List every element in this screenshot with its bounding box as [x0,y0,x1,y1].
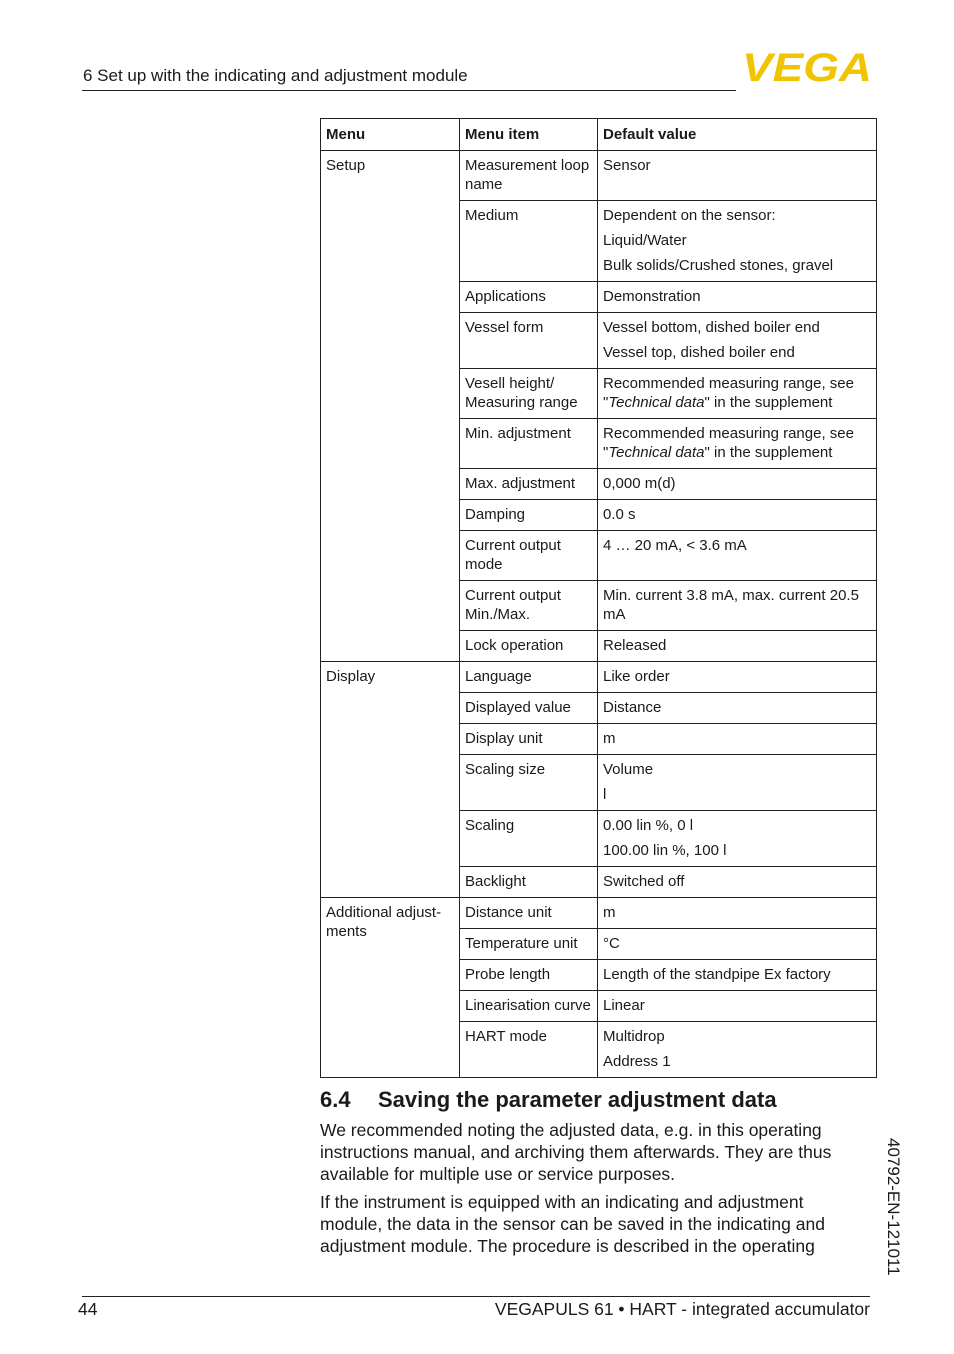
value-line: Like order [603,668,670,685]
menu-item-cell: Lock operation [460,631,598,662]
value-line: Distance [603,699,662,716]
value-line: Min. current 3.8 mA, max. current 20.5 mA [603,587,859,623]
default-value-cell [598,469,877,500]
header-divider [82,90,736,91]
menu-item-cell: Min. adjustment [460,419,598,469]
menu-item-cell: Vesell height/ Measuring range [460,369,598,419]
menu-item-cell: Backlight [460,867,598,898]
column-header-menu: Menu [321,119,460,151]
value-line: Sensor [603,157,651,174]
value-line: Multidrop [603,1028,665,1045]
parameters-table [320,118,877,1078]
value-line: 0.00 lin %, 0 l [603,817,694,834]
footer-divider [82,1296,870,1297]
value-line: Dependent on the sensor: [603,207,776,224]
menu-item-cell: Displayed value [460,693,598,724]
value-line: Length of the standpipe Ex factory [603,966,831,983]
default-value-cell [598,313,877,369]
default-value-cell [598,282,877,313]
menu-item-cell: Scaling size [460,755,598,811]
menu-item-cell: Max. adjustment [460,469,598,500]
value-line: Released [603,637,667,654]
default-value-cell [598,631,877,662]
value-text: " in the supplement [704,394,833,411]
table-body [321,151,877,1078]
value-text: Recommended measuring range, see " [603,375,854,411]
default-value-cell [598,724,877,755]
footer-product-name: VEGAPULS 61 • HART - integrated accumulator [494,1299,870,1319]
paragraph-text: If the instrument is equipped with an indicating and adjustment module, the data in the sensor can be saved in the indicating and adjustment module. The procedure is described in the operating [320,1192,825,1256]
menu-item-cell: Linearisation curve [460,991,598,1022]
menu-item-cell: Distance unit [460,898,598,929]
default-value-cell [598,811,877,867]
default-value-cell [598,960,877,991]
default-value-cell [598,929,877,960]
value-line: Vessel top, dished boiler end [603,344,795,361]
menu-item-cell: Measurement loop name [460,151,598,201]
document-number: 40792-EN-121011 [884,1138,903,1276]
default-value-cell [598,693,877,724]
value-line: Bulk solids/Crushed stones, gravel [603,257,834,274]
menu-cell: Additional adjust-ments [321,898,460,1078]
menu-item-cell: Current output Min./Max. [460,581,598,631]
table-header-row [321,119,877,151]
value-line: m [603,904,616,921]
menu-item-cell: Current output mode [460,531,598,581]
default-value-cell [598,151,877,201]
value-reference-italic: Technical data [608,444,705,461]
value-line: m [603,730,616,747]
table-row [321,662,877,693]
paragraph-text: We recommended noting the adjusted data, e.g. in this operating instructions manual, and archiving them afterwards. They are thus available for multiple use or service purposes. [320,1120,832,1184]
value-line: Vessel bottom, dished boiler end [603,319,820,336]
menu-item-cell: Temperature unit [460,929,598,960]
value-reference-italic: Technical data [608,394,705,411]
menu-item-cell: Scaling [460,811,598,867]
paragraph [320,1191,855,1257]
menu-item-cell: HART mode [460,1022,598,1078]
default-value-cell [598,500,877,531]
value-line: 100.00 lin %, 100 l [603,842,727,859]
value-line: l [603,786,607,803]
default-value-cell [598,755,877,811]
value-line: 4 … 20 mA, < 3.6 mA [603,537,747,554]
page-number: 44 [78,1299,98,1319]
default-value-cell [598,1022,877,1078]
table-row [321,898,877,929]
menu-item-cell: Medium [460,201,598,282]
value-text: Recommended measuring range, see " [603,425,854,461]
menu-item-cell: Vessel form [460,313,598,369]
vega-logo [742,50,872,84]
menu-item-cell: Language [460,662,598,693]
column-header-menu-item: Menu item [460,119,598,151]
value-line: Liquid/Water [603,232,687,249]
paragraph [320,1119,855,1185]
default-value-cell [598,662,877,693]
value-line: °C [603,935,620,952]
default-value-cell [598,898,877,929]
menu-cell: Setup [321,151,460,662]
value-line: Demonstration [603,288,701,305]
default-value-cell [598,991,877,1022]
value-text: " in the supplement [704,444,833,461]
value-line: Address 1 [603,1053,671,1070]
section-heading [320,1085,777,1115]
value-line: 0,000 m(d) [603,475,676,492]
default-value-cell [598,867,877,898]
default-value-cell [598,369,877,419]
value-line: Switched off [603,873,685,890]
default-value-cell [598,201,877,282]
value-line: Volume [603,761,654,778]
vega-logo-text: VEGA [742,50,872,84]
default-value-cell [598,531,877,581]
menu-item-cell: Damping [460,500,598,531]
menu-cell: Display [321,662,460,898]
section-title: Saving the parameter adjustment data [378,1087,777,1112]
running-header: 6 Set up with the indicating and adjustment module [83,66,468,85]
menu-item-cell: Display unit [460,724,598,755]
menu-item-cell: Applications [460,282,598,313]
default-value-cell [598,419,877,469]
menu-item-cell: Probe length [460,960,598,991]
table-row [321,151,877,201]
default-value-cell [598,581,877,631]
value-line: Linear [603,997,645,1014]
section-number: 6.4 [320,1087,351,1112]
column-header-default-value: Default value [598,119,877,151]
value-line: 0.0 s [603,506,636,523]
